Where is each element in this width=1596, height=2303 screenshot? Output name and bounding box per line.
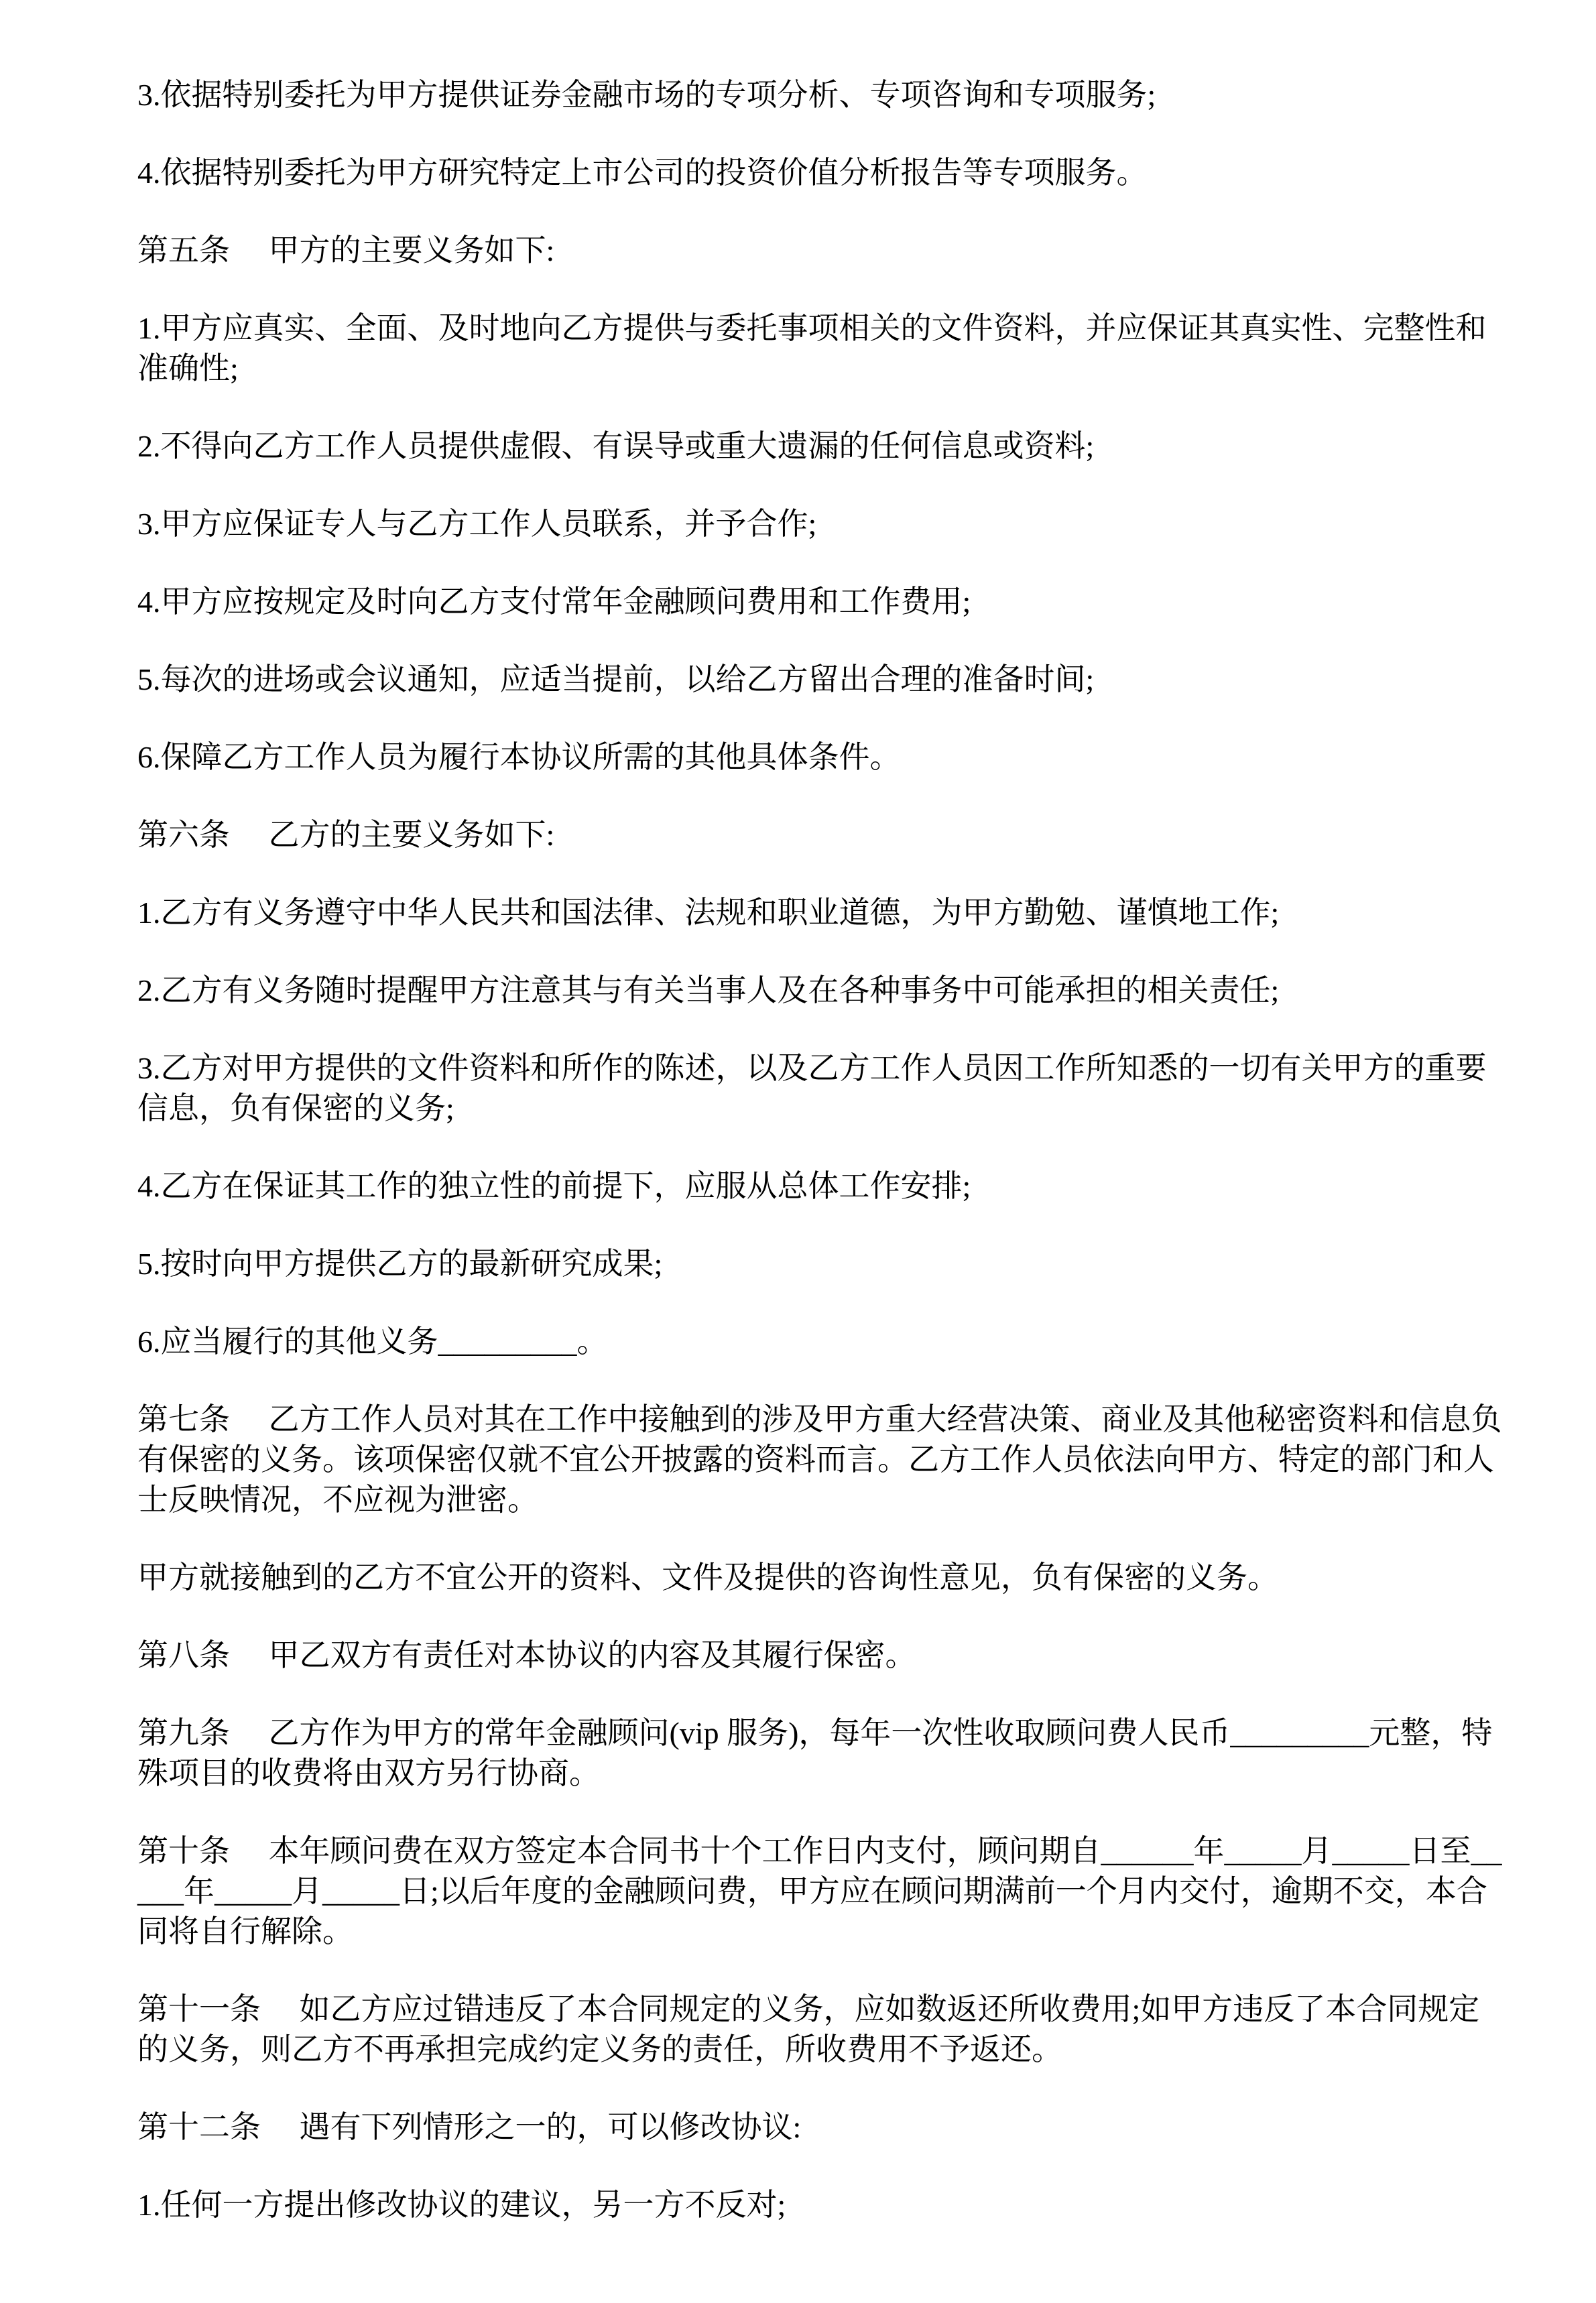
clause-item: 6.保障乙方工作人员为履行本协议所需的其他具体条件。 xyxy=(137,740,901,774)
clause-item: 2.乙方有义务随时提醒甲方注意其与有关当事人及在各种事务中可能承担的相关责任; xyxy=(137,973,1280,1007)
clause-item: 3.甲方应保证专人与乙方工作人员联系，并予合作; xyxy=(137,507,817,541)
clause-article-8: 第八条 甲乙双方有责任对本协议的内容及其履行保密。 xyxy=(137,1638,916,1672)
clause-article-12: 第十二条 遇有下列情形之一的，可以修改协议: xyxy=(137,2110,802,2144)
clause-item: 1.乙方有义务遵守中华人民共和国法律、法规和职业道德，为甲方勤勉、谨慎地工作; xyxy=(137,895,1280,930)
clause-item: 4.乙方在保证其工作的独立性的前提下，应服从总体工作安排; xyxy=(137,1169,971,1203)
clause-article-10-with-blanks: 第十条 本年顾问费在双方签定本合同书十个工作日内支付，顾问期自______年_____月_____日至_____年_____月_____日;以后年度的金融顾问费，甲方应在顾问期满前一个月内交付，逾期不交，本合同将自行解除。 xyxy=(137,1834,1502,1948)
clause-item: 5.按时向甲方提供乙方的最新研究成果; xyxy=(137,1247,663,1281)
clause-article-7: 第七条 乙方工作人员对其在工作中接触到的涉及甲方重大经营决策、商业及其他秘密资料和信息负有保密的义务。该项保密仅就不宜公开披露的资料而言。乙方工作人员依法向甲方、特定的部门和人士反映情况，不应视为泄密。 xyxy=(137,1402,1502,1517)
clause-heading-article-6: 第六条 乙方的主要义务如下: xyxy=(137,818,555,852)
clause-heading-article-5: 第五条 甲方的主要义务如下: xyxy=(137,233,555,267)
clause-item: 1.甲方应真实、全面、及时地向乙方提供与委托事项相关的文件资料，并应保证其真实性、完整性和准确性; xyxy=(137,311,1487,385)
clause-article-9-with-blank: 第九条 乙方作为甲方的常年金融顾问(vip 服务)，每年一次性收取顾问费人民币_________元整，特殊项目的收费将由双方另行协商。 xyxy=(137,1716,1493,1790)
clause-item-with-blank: 6.应当履行的其他义务_________。 xyxy=(137,1324,608,1359)
clause-item: 5.每次的进场或会议通知，应适当提前，以给乙方留出合理的准备时间; xyxy=(137,662,1095,696)
clause-item: 1.任何一方提出修改协议的建议，另一方不反对; xyxy=(137,2188,786,2222)
clause-article-11: 第十一条 如乙方应过错违反了本合同规定的义务，应如数返还所收费用;如甲方违反了本合同规定的义务，则乙方不再承担完成约定义务的责任，所收费用不予返还。 xyxy=(137,1992,1480,2066)
clause-paragraph: 甲方就接触到的乙方不宜公开的资料、文件及提供的咨询性意见，负有保密的义务。 xyxy=(137,1560,1278,1595)
clause-item: 2.不得向乙方工作人员提供虚假、有误导或重大遗漏的任何信息或资料; xyxy=(137,429,1095,463)
clause-item: 3.依据特别委托为甲方提供证券金融市场的专项分析、专项咨询和专项服务; xyxy=(137,78,1156,112)
clause-item: 4.甲方应按规定及时向乙方支付常年金融顾问费用和工作费用; xyxy=(137,584,971,619)
clause-item: 3.乙方对甲方提供的文件资料和所作的陈述，以及乙方工作人员因工作所知悉的一切有关甲方的重要信息，负有保密的义务; xyxy=(137,1051,1487,1125)
clause-item: 4.依据特别委托为甲方研究特定上市公司的投资价值分析报告等专项服务。 xyxy=(137,155,1148,190)
